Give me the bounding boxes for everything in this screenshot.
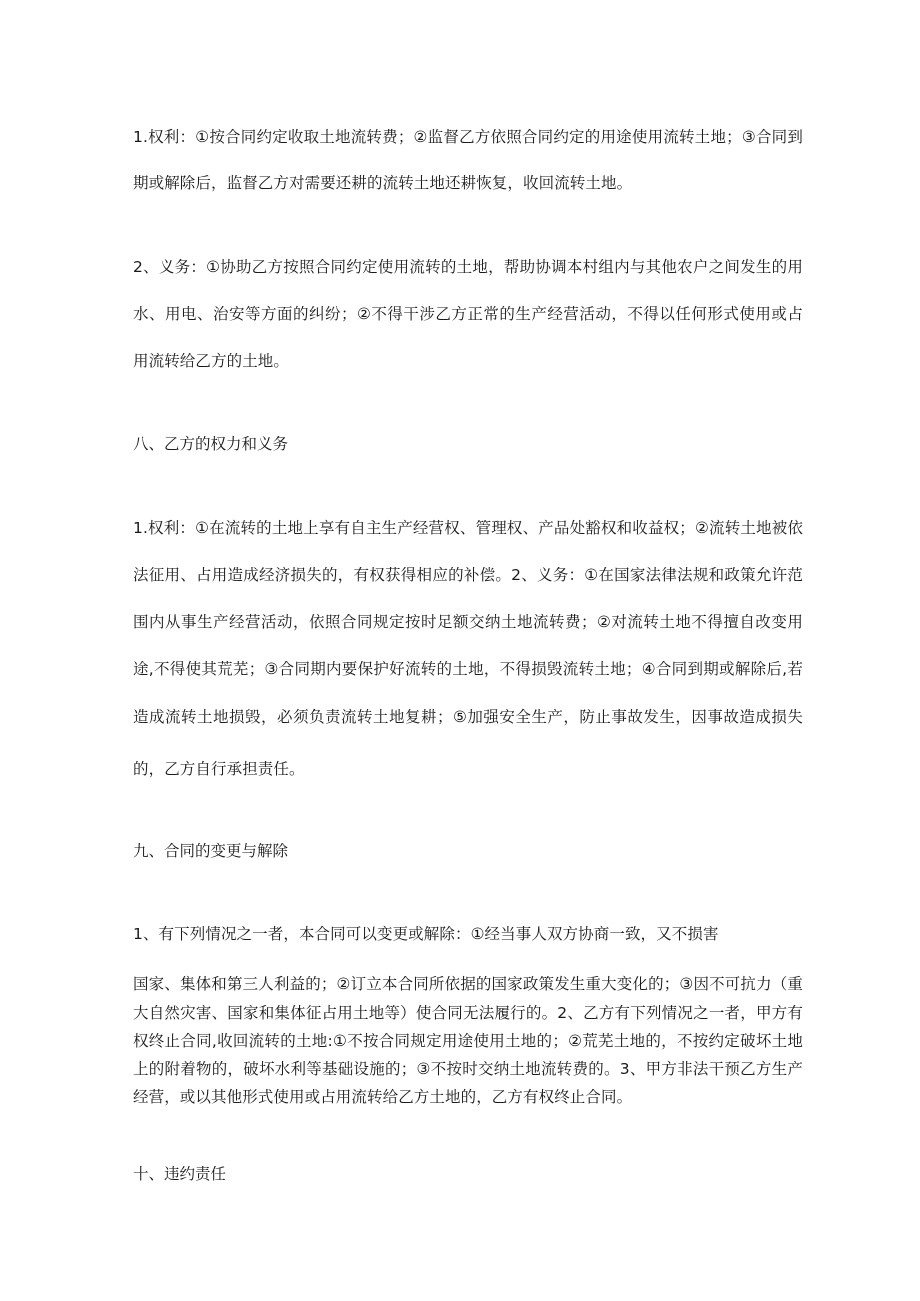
paragraph-5-line-3: 权终止合同,收回流转的土地:①不按合同规定用途使用土地的；②荒芜土地的，不按约定破坏土地: [133, 1032, 803, 1050]
paragraph-3-line-6: 的，乙方自行承担责任。: [133, 760, 305, 778]
paragraph-5-line-1: 国家、集体和第三人利益的；②订立本合同所依据的国家政策发生重大变化的；③因不可抗力（重: [133, 975, 803, 993]
paragraph-3-line-1: 1.权利：①在流转的土地上享有自主生产经营权、管理权、产品处豁权和收益权；②流转土地被依: [133, 519, 803, 537]
paragraph-3-line-4: 途,不得使其荒芜；③合同期内要保护好流转的土地，不得损毁流转土地；④合同到期或解除后,若: [133, 660, 803, 678]
paragraph-2-line-2: 水、用电、治安等方面的纠纷；②不得干涉乙方正常的生产经营活动，不得以任何形式使用或占: [133, 305, 803, 323]
paragraph-4-line-1: 1、有下列情况之一者，本合同可以变更或解除：①经当事人双方协商一致，又不损害: [133, 925, 719, 943]
paragraph-3-line-2: 法征用、占用造成经济损失的，有权获得相应的补偿。2、义务：①在国家法律法规和政策允许范: [133, 566, 803, 584]
paragraph-5-line-2: 大自然灾害、国家和集体征占用土地等）使合同无法履行的。2、乙方有下列情况之一者，甲方有: [133, 1004, 803, 1022]
section-heading-8: 八、乙方的权力和义务: [133, 435, 289, 453]
paragraph-5-line-4: 上的附着物的，破坏水利等基础设施的；③不按时交纳土地流转费的。3、甲方非法干预乙方生产: [133, 1060, 803, 1078]
paragraph-2-line-1: 2、义务：①协助乙方按照合同约定使用流转的土地，帮助协调本村组内与其他农户之间发生的用: [133, 258, 803, 276]
section-heading-10: 十、违约责任: [133, 1165, 227, 1183]
paragraph-2-line-3: 用流转给乙方的土地。: [133, 352, 290, 370]
paragraph-5-line-5: 经营，或以其他形式使用或占用流转给乙方土地的，乙方有权终止合同。: [133, 1088, 633, 1106]
section-heading-9: 九、合同的变更与解除: [133, 842, 289, 860]
paragraph-3-line-3: 围内从事生产经营活动，依照合同规定按时足额交纳土地流转费；②对流转土地不得擅自改变用: [133, 613, 803, 631]
paragraph-1-line-1: 1.权利：①按合同约定收取土地流转费；②监督乙方依照合同约定的用途使用流转土地；③合同到: [133, 128, 803, 146]
paragraph-3-line-5: 造成流转土地损毁，必须负责流转土地复耕；⑤加强安全生产，防止事故发生，因事故造成损失: [133, 708, 803, 726]
paragraph-1-line-2: 期或解除后，监督乙方对需要还耕的流转土地还耕恢复，收回流转土地。: [133, 174, 633, 192]
